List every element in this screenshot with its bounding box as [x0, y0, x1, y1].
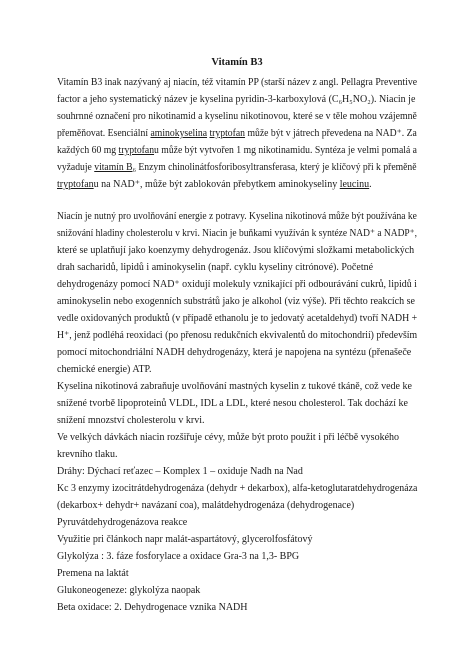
text-line: Kyselina nikotinová zabraňuje uvolňování mastných kyselin z tukové tkáně, což vede ke: [57, 381, 412, 392]
text-line: chemické energie) ATP.: [57, 364, 152, 375]
text-line: Niacín je nutný pro uvolňování energie z potravy. Kyselina nikotinová může být používána ke: [57, 211, 417, 222]
text-line: (dekarbox+ dehydr+ navázaní coa), malátdehydrogenáza (dehydrogenace): [57, 500, 355, 511]
text-line: H⁺, jenž podléhá reoxidaci (po přenosu redukčních ekvivalentů do mitochondrií) především: [57, 330, 418, 341]
text-line: pomocí mitochondriální NADH dehydrogenázy, která je napojena na syntézu (přenašeče: [57, 347, 412, 358]
text-line: tryptofanu na NAD⁺, může být zablokován přebytkem aminokyseliny leucinu.: [57, 179, 372, 190]
text-line: Glukoneogeneze: glykolýza naopak: [57, 585, 201, 596]
text-line: Beta oxidace: 2. Dehydrogenace vznika NADH: [57, 602, 248, 613]
text-line: Využitie pri článkoch napr malát-aspartátový, glycerolfosfátový: [57, 534, 313, 545]
text-line: Kc 3 enzymy izocitrátdehydrogenáza (dehydr + dekarbox), alfa-ketoglutaratdehydrogenáza: [57, 483, 418, 494]
text-line: snížení mnozství cholesterolu v krvi.: [57, 415, 205, 426]
text-line: dehydrogenázy pomocí NAD⁺ oxidují molekuly vznikající při odbourávání cukrů, lipidů i: [57, 279, 417, 290]
text-line: přeměňovat. Esenciální aminokyselina tryptofan může být v játrech převedena na NAD⁺. Za: [57, 128, 417, 139]
text-line: krevního tlaku.: [57, 449, 118, 460]
text-line: Glykolýza : 3. fáze fosforylace a oxidace Gra-3 na 1,3- BPG: [57, 551, 300, 562]
text-line: Ve velkých dávkách niacin rozšiřuje cévy, může být proto použit i při léčbě vysokého: [57, 432, 400, 443]
text-line: drah sacharidů, lipidů i aminokyselin (např. cyklu kyseliny citrónové). Početné: [57, 262, 374, 273]
text-line: aminokyselin nebo exogenních substrátů jako je alkohol (viz výše). Při těchto reakcích se: [57, 296, 415, 307]
text-line: každých 60 mg tryptofanu může být vytvořen 1 mg nikotinamidu. Syntéza je velmi pomalá a: [57, 145, 417, 156]
text-line: souhrnné označení pro nikotinamid a kyselinu nikotinovou, které se v těle mohou vzájemně: [57, 111, 417, 122]
document-title: Vitamín B3: [211, 57, 263, 68]
text-line: Premena na laktát: [57, 568, 129, 579]
text-line: vedle oxidovaných produktů (v případě ethanolu je to jedovatý acetaldehyd) tvoří NADH +: [57, 313, 418, 324]
text-line: Pyruvátdehydrogenázova reakce: [57, 517, 188, 528]
text-line: Vitamín B3 inak nazývaný aj niacín, též vitamín PP (starší název z angl. Pellagra Preventive: [57, 77, 418, 88]
text-line: snižování hladiny cholesterolu v krvi. Niacin je buňkami využíván k syntéze NAD⁺ a NADP⁺,: [57, 228, 418, 239]
text-line: které se uplatňují jako koenzymy dehydrogenáz. Jsou klíčovými složkami metabolických: [57, 245, 415, 256]
text-line: factor a jeho systematický název je kyselina pyridin-3-karboxylová (C₆H₅NO₂). Niacin je: [57, 94, 416, 105]
text-line: vyžaduje vitamín B₆ Enzym chinolinátfosforibosyltransferasa, který je klíčový při k přeměně: [57, 162, 417, 173]
text-line: snížené tvorbě lipoproteinů VLDL, IDL a LDL, které nesou cholesterol. Tak dochází ke: [57, 398, 408, 409]
text-line: Dráhy: Dýchací reťazec – Komplex 1 – oxiduje Nadh na Nad: [57, 466, 303, 477]
